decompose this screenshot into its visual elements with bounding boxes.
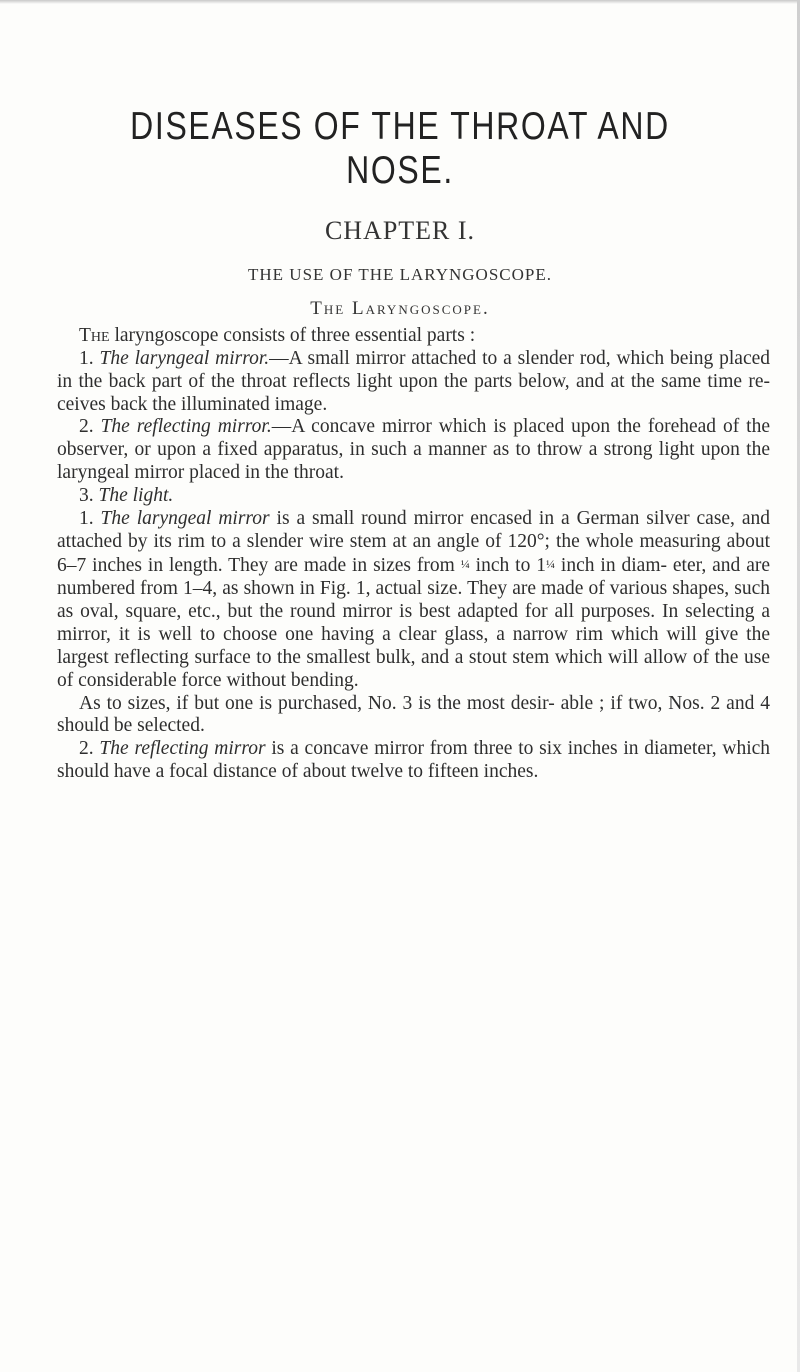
item-laryngeal-mirror [57, 348, 770, 417]
detail-number: 1. [79, 507, 101, 529]
detail-laryngeal-mirror [57, 508, 770, 693]
item-title: The reflecting mirror. [100, 416, 272, 438]
item-number: 1. [79, 347, 100, 369]
intro-text: laryngoscope consists of three essential parts : [109, 325, 476, 346]
item-title: The laryngeal mirror. [99, 347, 270, 369]
page-top-edge [0, 0, 800, 4]
detail-text: is a concave mirror from three to six inches in diameter, which should have a focal distance of about twelve to fifteen inches. [57, 738, 771, 783]
detail-number: 2. [79, 738, 100, 760]
intro-paragraph [57, 325, 770, 348]
fraction-quarter: ¼ [460, 557, 470, 572]
detail-text-c: inch in diam- eter, and are numbered from 1–4, as shown in Fig. 1, actual size. They are made of various shapes, such as oval, square, etc., but the round mirror is best adapted for all purposes. In selecting a mirror, it is well to choose one having a clear glass, a narrow rim which will give the largest reflecting surface to the smallest bulk, and a stout stem which will allow of the use of considerable force without bending. [57, 555, 771, 691]
detail-reflecting-mirror [57, 738, 770, 784]
item-title: The light. [98, 484, 174, 506]
section-heading: The Laryngoscope. [310, 298, 490, 319]
item-reflecting-mirror [57, 416, 770, 485]
item-light [57, 485, 770, 508]
item-number: 3. [79, 484, 99, 506]
body-text [57, 325, 770, 784]
detail-title: The reflecting mirror [99, 738, 266, 760]
item-text: —A concave mirror which is placed upon the forehead of the observer, or upon a fixed apparatus, in such a manner as to throw a strong light upon the laryngeal mirror placed in the throat. [57, 416, 770, 484]
intro-lead-word: The [79, 325, 110, 346]
chapter-heading: CHAPTER I. [324, 216, 476, 245]
chapter-subtitle: THE USE OF THE LARYNGOSCOPE. [248, 265, 552, 284]
detail-text-a: is a small round mirror encased in a German silver case, and attached by its rim to a slender wire stem at an angle of 120°; the whole measuring about 6–7 inches in length. They are made in sizes from [57, 507, 771, 577]
item-number: 2. [79, 416, 101, 438]
detail-title: The laryngeal mirror [100, 507, 270, 529]
item-text: —A small mirror attached to a slender rod, which being placed in the back part of the throat reflects light upon the parts below, and at the same time re- ceives back the illuminated image. [57, 347, 771, 415]
fraction-quarter-2: ¼ [546, 557, 555, 572]
detail-text-b: inch to 1 [469, 555, 546, 577]
sizes-paragraph: As to sizes, if but one is purchased, No. 3 is the most desir- able ; if two, Nos. 2 and 4 should be selected. [57, 692, 770, 737]
book-title: DISEASES OF THE THROAT AND NOSE. [130, 105, 670, 192]
